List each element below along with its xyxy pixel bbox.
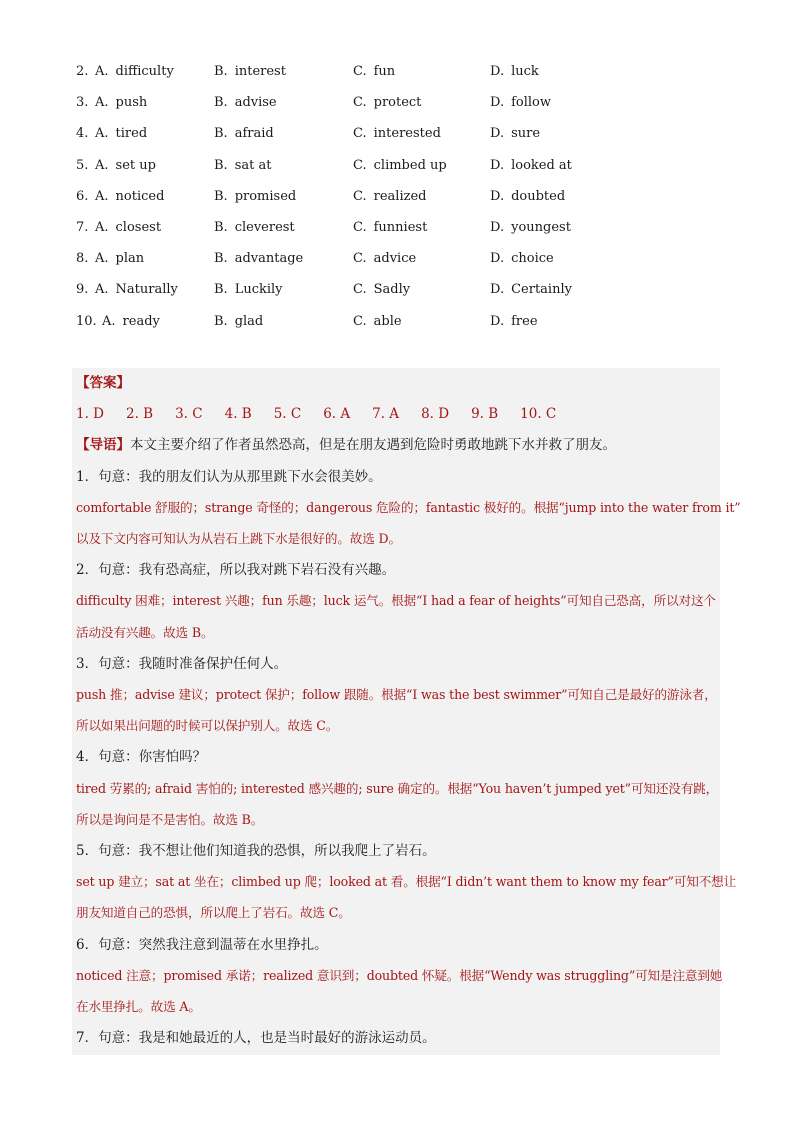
option-text: sure bbox=[511, 126, 541, 142]
option-b bbox=[214, 312, 263, 332]
answer-heading: 【答案】 bbox=[76, 375, 130, 391]
option-row bbox=[76, 156, 636, 187]
option-letter: C. bbox=[353, 282, 367, 298]
guide-line bbox=[76, 434, 720, 456]
option-text: climbed up bbox=[373, 157, 447, 173]
option-c bbox=[353, 280, 410, 300]
option-a bbox=[95, 218, 161, 238]
answer-item: 1. D bbox=[76, 406, 104, 423]
explanation-title: 7．句意：我是和她最近的人，也是当时最好的游泳运动员。 bbox=[76, 1030, 436, 1047]
explanation-text: 所以如果出问题的时候可以保护别人。故选 C。 bbox=[76, 718, 339, 734]
option-letter: C. bbox=[353, 64, 367, 79]
option-letter: B. bbox=[214, 219, 228, 235]
option-c bbox=[353, 312, 402, 332]
option-b bbox=[214, 218, 295, 238]
option-text: realized bbox=[373, 188, 427, 204]
option-text: difficulty bbox=[115, 64, 174, 79]
option-c bbox=[353, 156, 447, 176]
option-c bbox=[353, 93, 421, 113]
option-text: free bbox=[511, 313, 538, 329]
option-letter: A. bbox=[95, 157, 109, 173]
option-letter: B. bbox=[214, 313, 228, 329]
answer-item: 9. B bbox=[471, 406, 499, 423]
option-letter: C. bbox=[353, 219, 367, 235]
explanation-text: 朋友知道自己的恐惧，所以爬上了岩石。故选 C。 bbox=[76, 905, 351, 921]
option-text: youngest bbox=[511, 219, 571, 235]
option-text: advise bbox=[234, 95, 277, 111]
question-number: 9. bbox=[76, 282, 89, 298]
answer-item: 2. B bbox=[126, 406, 154, 423]
option-text: push bbox=[115, 95, 148, 111]
option-letter: D. bbox=[490, 64, 505, 79]
option-text: afraid bbox=[234, 126, 274, 142]
option-text: glad bbox=[234, 313, 264, 329]
option-text: sat at bbox=[234, 157, 272, 173]
answer-item: 10. C bbox=[520, 406, 557, 423]
option-text: looked at bbox=[511, 157, 572, 173]
answer-item: 5. C bbox=[273, 406, 302, 423]
explanation-title: 5．句意：我不想让他们知道我的恐惧，所以我爬上了岩石。 bbox=[76, 843, 436, 859]
option-row bbox=[76, 249, 636, 280]
option-a bbox=[95, 156, 156, 176]
question-number: 2. bbox=[76, 64, 89, 79]
option-letter: C. bbox=[353, 251, 367, 267]
explanation-text: noticed 注意；promised 承诺；realized 意识到；doubted 怀疑。根据“Wendy was struggling”可知是注意到她 bbox=[76, 967, 723, 983]
explanation-text: 活动没有兴趣。故选 B。 bbox=[76, 624, 214, 640]
option-letter: A. bbox=[95, 126, 109, 142]
option-row bbox=[76, 93, 636, 124]
option-a bbox=[102, 312, 160, 332]
option-letter: A. bbox=[95, 188, 109, 204]
answer-item: 3. C bbox=[175, 406, 203, 423]
option-text: able bbox=[373, 313, 402, 329]
option-text: Certainly bbox=[511, 282, 572, 298]
explanation-text: set up 建立；sat at 坐在；climbed up 爬；looked at 看。根据“I didn’t want them to know my fear”可知不想让 bbox=[76, 874, 737, 890]
option-text: set up bbox=[115, 157, 156, 173]
option-b bbox=[214, 187, 296, 207]
option-text: ready bbox=[122, 313, 160, 329]
explanation-title: 1．句意：我的朋友们认为从那里跳下水会很美妙。 bbox=[76, 468, 382, 485]
option-letter: D. bbox=[490, 126, 505, 142]
option-d bbox=[490, 249, 554, 269]
option-letter: A. bbox=[95, 251, 109, 267]
option-b bbox=[214, 124, 274, 144]
option-row bbox=[76, 124, 636, 155]
option-a bbox=[95, 62, 174, 82]
option-letter: D. bbox=[490, 313, 505, 329]
option-b bbox=[214, 280, 283, 300]
option-letter: A. bbox=[102, 313, 116, 329]
explanation-title: 2．句意：我有恐高症，所以我对跳下岩石没有兴趣。 bbox=[76, 562, 396, 579]
explanation-text: difficulty 困难；interest 兴趣；fun 乐趣；luck 运气。根据“I had a fear of heights”可知自己恐高，所以对这个 bbox=[76, 593, 716, 609]
option-a bbox=[95, 249, 144, 269]
explanation-text: tired 劳累的; afraid 害怕的; interested 感兴趣的; sure 确定的。根据“You haven’t jumped yet”可知还没有跳， bbox=[76, 780, 719, 796]
option-letter: D. bbox=[490, 219, 505, 235]
option-text: luck bbox=[511, 64, 539, 79]
option-row bbox=[76, 280, 636, 311]
option-text: advice bbox=[373, 251, 417, 267]
option-letter: D. bbox=[490, 188, 505, 204]
option-d bbox=[490, 156, 572, 176]
option-d bbox=[490, 280, 572, 300]
option-c bbox=[353, 124, 441, 144]
option-text: advantage bbox=[234, 251, 304, 267]
option-letter: D. bbox=[490, 157, 505, 173]
question-number: 10. bbox=[76, 313, 97, 329]
explanation-title: 3．句意：我随时准备保护任何人。 bbox=[76, 655, 288, 672]
option-d bbox=[490, 62, 539, 82]
option-letter: B. bbox=[214, 282, 228, 298]
option-letter: C. bbox=[353, 157, 367, 173]
option-text: Luckily bbox=[234, 282, 283, 298]
option-letter: B. bbox=[214, 188, 228, 204]
option-d bbox=[490, 312, 538, 332]
answer-item: 7. A bbox=[372, 406, 400, 423]
option-text: doubted bbox=[511, 188, 566, 204]
option-text: Sadly bbox=[373, 282, 411, 298]
option-text: choice bbox=[511, 251, 554, 267]
explanation-text: 所以是询问是不是害怕。故选 B。 bbox=[76, 811, 264, 827]
option-text: funniest bbox=[373, 219, 428, 235]
answer-item: 8. D bbox=[421, 406, 450, 423]
question-number: 6. bbox=[76, 188, 89, 204]
option-row bbox=[76, 312, 636, 343]
option-text: cleverest bbox=[234, 219, 295, 235]
explanation-text: 以及下文内容可知认为从岩石上跳下水是很好的。故选 D。 bbox=[76, 531, 401, 546]
option-a bbox=[95, 124, 147, 144]
option-letter: B. bbox=[214, 126, 228, 142]
option-text: interest bbox=[234, 64, 286, 79]
answer-item: 6. A bbox=[323, 406, 351, 423]
option-text: noticed bbox=[115, 188, 165, 204]
option-letter: A. bbox=[95, 64, 109, 79]
question-number: 8. bbox=[76, 251, 89, 267]
option-d bbox=[490, 218, 571, 238]
question-number: 5. bbox=[76, 157, 89, 173]
option-letter: C. bbox=[353, 313, 367, 329]
option-b bbox=[214, 93, 277, 113]
option-letter: B. bbox=[214, 157, 228, 173]
option-d bbox=[490, 93, 551, 113]
option-text: promised bbox=[234, 188, 297, 204]
question-number: 7. bbox=[76, 219, 89, 235]
explanation-text: 在水里挣扎。故选 A。 bbox=[76, 999, 201, 1014]
option-b bbox=[214, 156, 271, 176]
option-text: tired bbox=[115, 126, 148, 142]
option-letter: D. bbox=[490, 95, 505, 111]
option-c bbox=[353, 218, 427, 238]
option-c bbox=[353, 249, 416, 269]
explanation-text: comfortable 舒服的；strange 奇怪的；dangerous 危险的；fantastic 极好的。根据“jump into the water from it” bbox=[76, 499, 741, 515]
option-a bbox=[95, 280, 178, 300]
option-letter: C. bbox=[353, 188, 367, 204]
option-row bbox=[76, 62, 636, 93]
option-letter: A. bbox=[95, 282, 109, 298]
option-c bbox=[353, 187, 426, 207]
options-list bbox=[76, 62, 636, 343]
option-letter: A. bbox=[95, 95, 109, 111]
question-number: 4. bbox=[76, 126, 89, 142]
option-text: interested bbox=[373, 126, 441, 142]
guide-tag: 【导语】 bbox=[76, 437, 130, 454]
option-d bbox=[490, 124, 540, 144]
option-a bbox=[95, 93, 147, 113]
answer-item: 4. B bbox=[224, 406, 252, 423]
option-letter: A. bbox=[95, 219, 109, 235]
option-b bbox=[214, 62, 286, 82]
option-c bbox=[353, 62, 395, 82]
explanation-text: push 推；advise 建议；protect 保护；follow 跟随。根据“I was the best swimmer”可知自己是最好的游泳者， bbox=[76, 687, 717, 702]
guide-text: 本文主要介绍了作者虽然恐高，但是在朋友遇到危险时勇敢地跳下水并救了朋友。 bbox=[130, 437, 616, 454]
option-row bbox=[76, 218, 636, 249]
option-letter: B. bbox=[214, 251, 228, 267]
option-a bbox=[95, 187, 164, 207]
answer-section bbox=[72, 368, 741, 1055]
explanation-title: 4．句意：你害怕吗？ bbox=[76, 749, 207, 766]
option-d bbox=[490, 187, 565, 207]
option-letter: B. bbox=[214, 95, 228, 111]
option-b bbox=[214, 249, 303, 269]
option-letter: D. bbox=[490, 282, 505, 298]
option-text: protect bbox=[373, 95, 422, 111]
answer-key bbox=[76, 403, 720, 425]
option-letter: D. bbox=[490, 251, 505, 267]
option-text: follow bbox=[511, 95, 552, 111]
option-row bbox=[76, 187, 636, 218]
option-letter: C. bbox=[353, 95, 367, 111]
question-number: 3. bbox=[76, 95, 89, 111]
explanation-title: 6．句意：突然我注意到温蒂在水里挣扎。 bbox=[76, 936, 328, 953]
option-text: plan bbox=[115, 251, 145, 267]
option-text: fun bbox=[373, 64, 396, 79]
option-letter: B. bbox=[214, 64, 228, 79]
option-text: Naturally bbox=[115, 282, 178, 298]
option-text: closest bbox=[115, 219, 162, 235]
option-letter: C. bbox=[353, 126, 367, 142]
